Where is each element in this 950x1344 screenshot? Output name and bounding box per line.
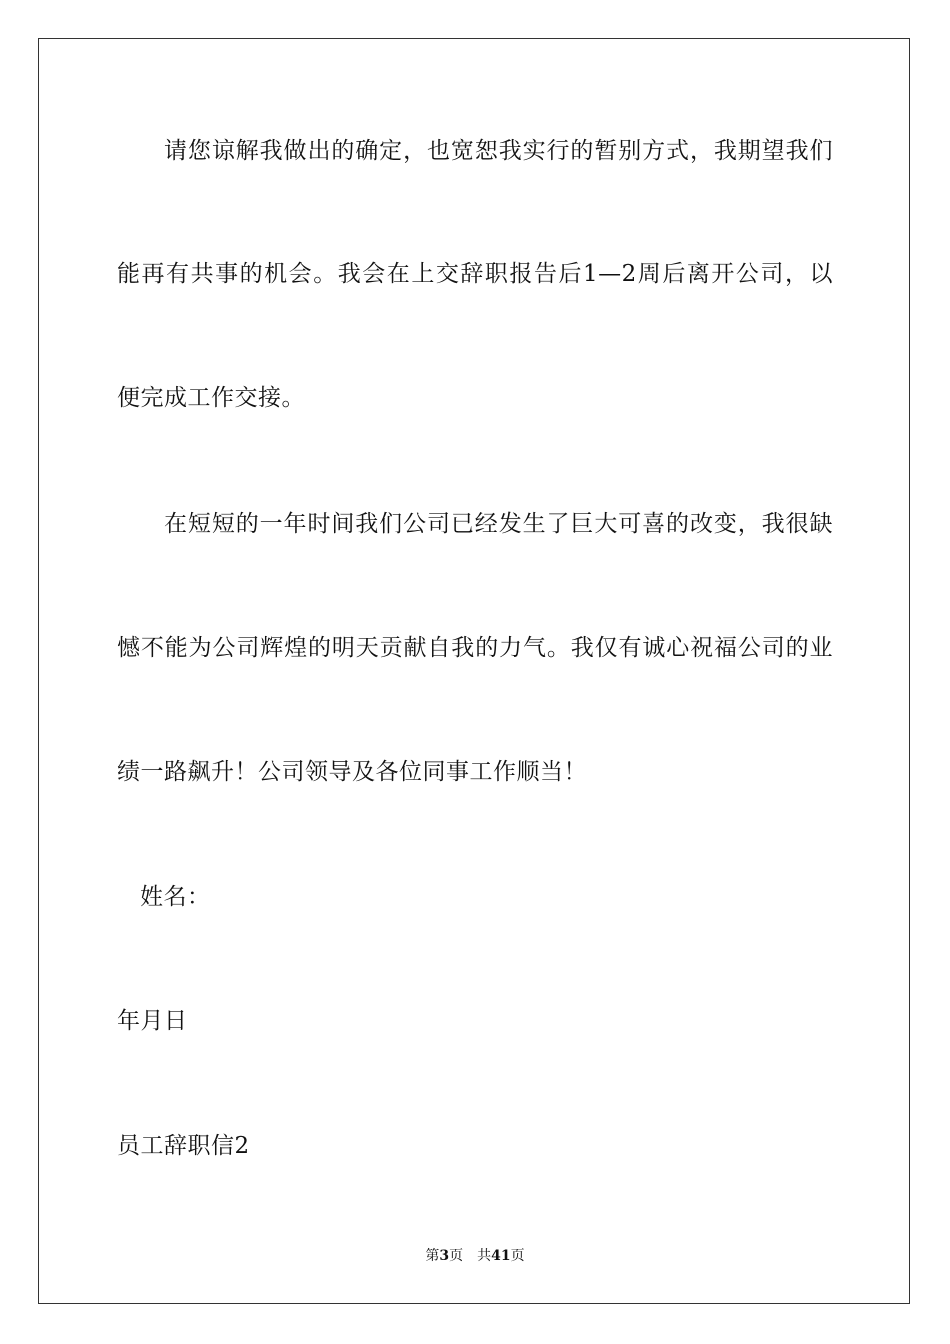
paragraph-2-line-2: 憾不能为公司辉煌的明天贡献自我的力气。我仅有诚心祝福公司的业 [117,635,833,661]
paragraph-1-line-2: 能再有共事的机会。我会在上交辞职报告后1—2周后离开公司，以 [117,261,833,287]
paragraph-1-line-1: 请您谅解我做出的确定，也宽恕我实行的暂别方式，我期望我们 [164,138,833,164]
footer-page-number: 3 [439,1248,450,1264]
signature-name-label: 姓名： [140,884,211,910]
page-footer [0,1247,950,1265]
footer-total-suffix: 页 [510,1248,525,1264]
paragraph-1-line-3: 便完成工作交接。 [117,385,305,411]
section-heading: 员工辞职信2 [117,1133,250,1159]
footer-page-suffix: 页 [449,1248,464,1264]
paragraph-2-line-1: 在短短的一年时间我们公司已经发生了巨大可喜的改变，我很缺 [164,511,833,537]
date-label: 年月日 [117,1008,188,1034]
footer-total-prefix: 共 [477,1248,492,1264]
footer-page-prefix: 第 [425,1248,440,1264]
paragraph-2-line-3: 绩一路飙升！公司领导及各位同事工作顺当！ [117,759,587,785]
footer-total-pages: 41 [491,1248,511,1264]
page-border [38,38,910,1304]
